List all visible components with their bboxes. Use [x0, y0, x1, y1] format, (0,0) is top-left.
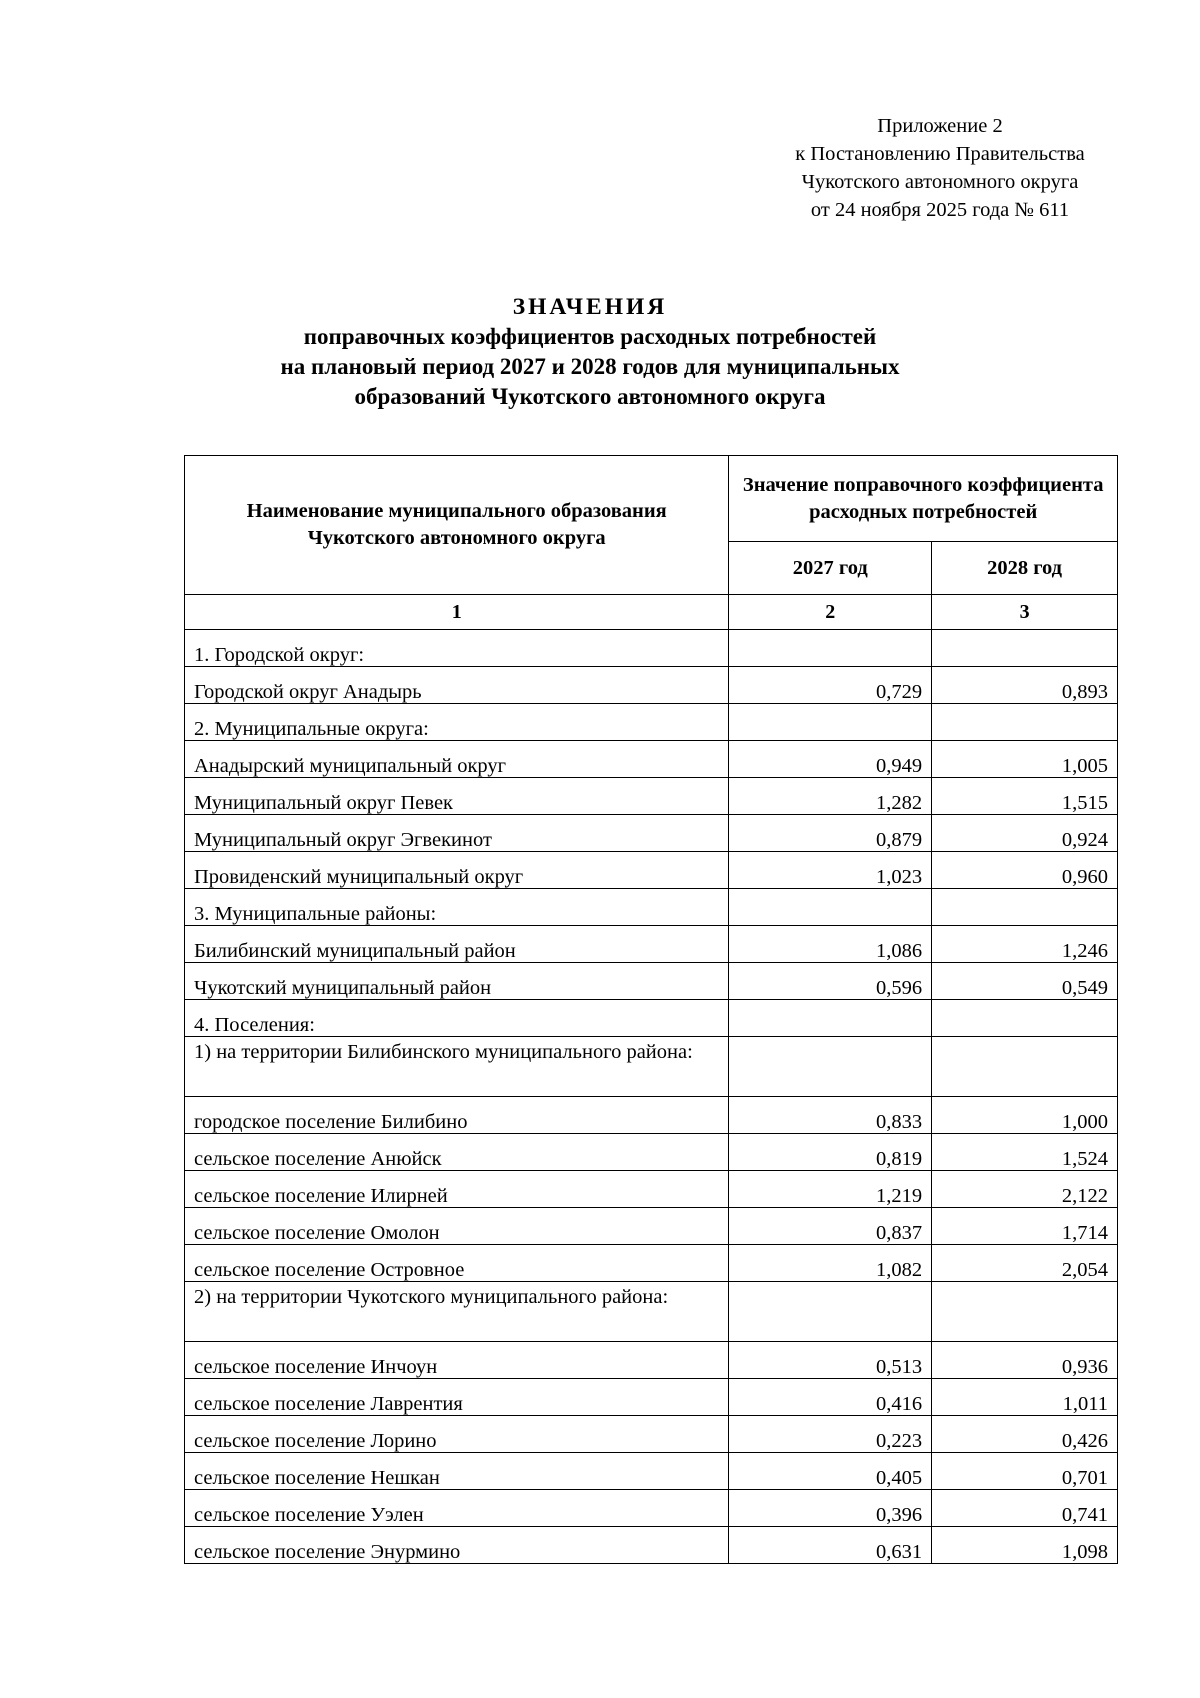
attachment-line: к Постановлению Правительства	[795, 143, 1085, 165]
value-2027: 0,596	[729, 963, 932, 1000]
value-2027: 0,837	[729, 1208, 932, 1245]
table-row	[185, 889, 1118, 926]
table-row	[185, 1000, 1118, 1037]
header-year-2028: 2028 год	[932, 542, 1118, 595]
value-2028: 0,924	[932, 815, 1118, 852]
document-title	[160, 292, 1020, 412]
header-year-2027: 2027 год	[729, 542, 932, 595]
table-row	[185, 1282, 1118, 1342]
table-row	[185, 667, 1118, 704]
table-row	[185, 741, 1118, 778]
value-2028: 0,960	[932, 852, 1118, 889]
value-2028: 0,549	[932, 963, 1118, 1000]
title-line: образований Чукотского автономного округа	[354, 384, 826, 409]
value-2027: 0,416	[729, 1379, 932, 1416]
value-2028: 0,893	[932, 667, 1118, 704]
table-row	[185, 1453, 1118, 1490]
value-2028: 1,098	[932, 1527, 1118, 1564]
row-name: 3. Муниципальные районы:	[185, 889, 729, 926]
row-name: 2. Муниципальные округа:	[185, 704, 729, 741]
table-row	[185, 1097, 1118, 1134]
value-2027: 1,082	[729, 1245, 932, 1282]
title-heading: ЗНАЧЕНИЯ	[512, 294, 668, 320]
value-2028: 1,005	[932, 741, 1118, 778]
row-name: сельское поселение Энурмино	[185, 1527, 729, 1564]
column-number: 3	[932, 595, 1118, 630]
value-2028: 2,122	[932, 1171, 1118, 1208]
row-name: 4. Поселения:	[185, 1000, 729, 1037]
value-2027: 1,086	[729, 926, 932, 963]
value-2027: 0,223	[729, 1416, 932, 1453]
value-2027: 0,513	[729, 1342, 932, 1379]
value-2027	[729, 1000, 932, 1037]
value-2027: 1,023	[729, 852, 932, 889]
value-2027: 0,949	[729, 741, 932, 778]
row-name: сельское поселение Лаврентия	[185, 1379, 729, 1416]
row-name: сельское поселение Островное	[185, 1245, 729, 1282]
value-2027	[729, 1037, 932, 1097]
table-row	[185, 1171, 1118, 1208]
value-2027	[729, 704, 932, 741]
table-row	[185, 1379, 1118, 1416]
row-name: сельское поселение Нешкан	[185, 1453, 729, 1490]
row-name: Муниципальный округ Эгвекинот	[185, 815, 729, 852]
value-2028	[932, 889, 1118, 926]
value-2027: 0,396	[729, 1490, 932, 1527]
value-2028: 1,714	[932, 1208, 1118, 1245]
value-2028	[932, 704, 1118, 741]
value-2027: 0,879	[729, 815, 932, 852]
row-name: сельское поселение Уэлен	[185, 1490, 729, 1527]
attachment-line: Приложение 2	[877, 115, 1003, 137]
table-row	[185, 815, 1118, 852]
table-row	[185, 963, 1118, 1000]
value-2028: 0,741	[932, 1490, 1118, 1527]
value-2028	[932, 1037, 1118, 1097]
attachment-block	[760, 112, 1120, 224]
row-name: сельское поселение Инчоун	[185, 1342, 729, 1379]
row-name: Провиденский муниципальный округ	[185, 852, 729, 889]
value-2027: 0,729	[729, 667, 932, 704]
row-name: 1) на территории Билибинского муниципального района:	[185, 1037, 729, 1097]
value-2028: 1,246	[932, 926, 1118, 963]
table-row	[185, 1037, 1118, 1097]
value-2027: 1,219	[729, 1171, 932, 1208]
attachment-line: от 24 ноября 2025 года № 611	[810, 199, 1070, 221]
value-2028: 1,011	[932, 1379, 1118, 1416]
table-row	[185, 1208, 1118, 1245]
row-name: 2) на территории Чукотского муниципального района:	[185, 1282, 729, 1342]
table-row	[185, 1490, 1118, 1527]
table-row	[185, 778, 1118, 815]
value-2028	[932, 630, 1118, 667]
row-name: сельское поселение Анюйск	[185, 1134, 729, 1171]
column-number: 2	[729, 595, 932, 630]
title-line: поправочных коэффициентов расходных потребностей	[303, 324, 877, 349]
value-2028: 1,000	[932, 1097, 1118, 1134]
header-coefficient-value: Значение поправочного коэффициента расходных потребностей	[729, 456, 1118, 542]
value-2027: 1,282	[729, 778, 932, 815]
table-row	[185, 630, 1118, 667]
table-row	[185, 1134, 1118, 1171]
header-municipality-name: Наименование муниципального образования Чукотского автономного округа	[185, 456, 729, 595]
row-name: Анадырский муниципальный округ	[185, 741, 729, 778]
value-2028: 0,426	[932, 1416, 1118, 1453]
table-body	[185, 630, 1118, 1564]
value-2028: 0,936	[932, 1342, 1118, 1379]
row-name: сельское поселение Омолон	[185, 1208, 729, 1245]
row-name: городское поселение Билибино	[185, 1097, 729, 1134]
table-row	[185, 926, 1118, 963]
table-row	[185, 1245, 1118, 1282]
value-2027	[729, 1282, 932, 1342]
table-row	[185, 1527, 1118, 1564]
row-name: Муниципальный округ Певек	[185, 778, 729, 815]
value-2028	[932, 1000, 1118, 1037]
table-row	[185, 852, 1118, 889]
row-name: Чукотский муниципальный район	[185, 963, 729, 1000]
value-2028: 1,524	[932, 1134, 1118, 1171]
column-number: 1	[185, 595, 729, 630]
value-2028: 0,701	[932, 1453, 1118, 1490]
value-2028	[932, 1282, 1118, 1342]
coefficients-table	[184, 455, 1118, 1564]
value-2027: 0,405	[729, 1453, 932, 1490]
value-2027: 0,833	[729, 1097, 932, 1134]
value-2028: 1,515	[932, 778, 1118, 815]
title-line: на плановый период 2027 и 2028 годов для муниципальных	[280, 354, 900, 379]
row-name: Билибинский муниципальный район	[185, 926, 729, 963]
value-2027: 0,631	[729, 1527, 932, 1564]
value-2027: 0,819	[729, 1134, 932, 1171]
row-name: сельское поселение Илирней	[185, 1171, 729, 1208]
table-row	[185, 1342, 1118, 1379]
table-row	[185, 1416, 1118, 1453]
table-row	[185, 704, 1118, 741]
row-name: 1. Городской округ:	[185, 630, 729, 667]
attachment-line: Чукотского автономного округа	[801, 171, 1079, 193]
row-name: Городской округ Анадырь	[185, 667, 729, 704]
value-2028: 2,054	[932, 1245, 1118, 1282]
value-2027	[729, 889, 932, 926]
value-2027	[729, 630, 932, 667]
row-name: сельское поселение Лорино	[185, 1416, 729, 1453]
